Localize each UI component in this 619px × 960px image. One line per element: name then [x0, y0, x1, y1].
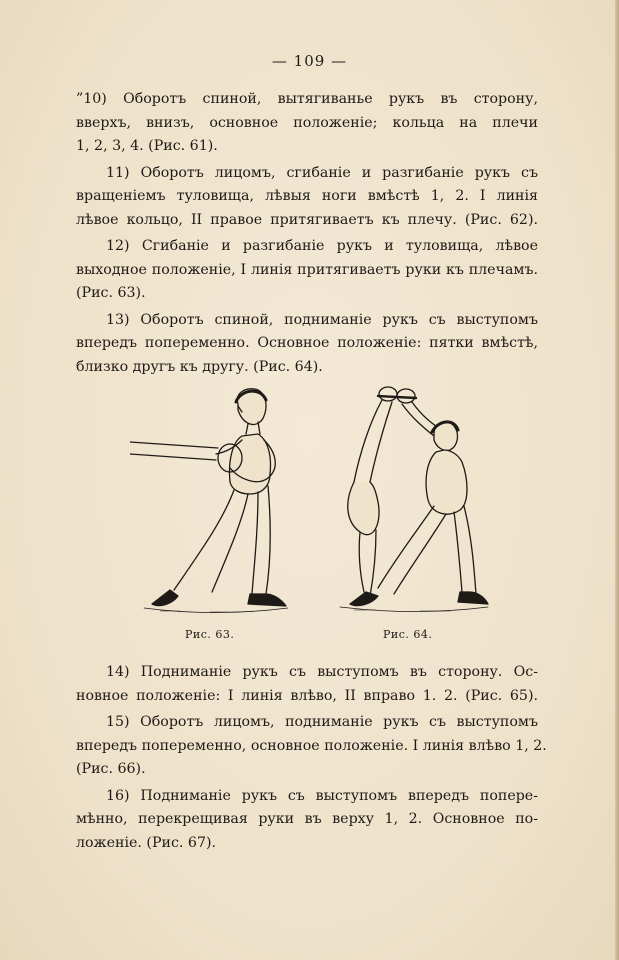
gymnast-ring-pull-illustration [130, 382, 290, 617]
text-line: 16) Подниманіе рукъ съ выступомъ впередъ попере- [106, 787, 538, 804]
text-line: лѣвое кольцо, II правое притягиваетъ къ плечу. (Рис. 62). [76, 211, 538, 228]
text-line: 12) Сгибаніе и разгибаніе рукъ и туловища, лѣвое [106, 238, 538, 254]
paragraph-11 [76, 162, 538, 233]
text-line: мѣнно, перекрещивая руки въ верху 1, 2. Основное по- [76, 811, 538, 827]
paragraph-12 [76, 235, 538, 306]
text-line: 14) Подниманіе рукъ съ выступомъ въ сторону. Ос- [106, 664, 538, 680]
page-edge [615, 0, 619, 960]
text-line: вверхъ, внизъ, основное положеніе; кольца на плечи [76, 114, 538, 131]
text-line: 13) Оборотъ спиной, подниманіе рукъ съ выступомъ [106, 311, 538, 328]
text-line: (Рис. 66). [76, 761, 146, 777]
figure-63-illustration [130, 382, 290, 617]
text-block-top [76, 88, 538, 379]
text-line: 1, 2, 3, 4. (Рис. 61). [76, 138, 218, 154]
text-line: близко другъ къ другу. (Рис. 64). [76, 358, 323, 375]
text-line: 15) Оборотъ лицомъ, подниманіе рукъ съ выступомъ [106, 714, 538, 730]
gymnast-overhead-rings-illustration [330, 382, 490, 617]
text-block-bottom [76, 661, 547, 855]
page-number: — 109 — [271, 52, 348, 70]
text-line: впередъ попеременно. Основное положеніе: пятки вмѣстѣ, [76, 335, 538, 351]
text-line: ”10) Оборотъ спиной, вытягиванье рукъ въ сторону, [76, 91, 538, 107]
text-line: впередъ попеременно, основное положеніе. I линія влѣво 1, 2. [76, 737, 547, 754]
text-line: новное положеніе: I линія влѣво, II вправо 1. 2. (Рис. 65). [76, 687, 538, 704]
paragraph-13 [76, 309, 538, 380]
text-line: 11) Оборотъ лицомъ, сгибаніе и разгибаніе рукъ съ [106, 164, 538, 181]
paragraph-14 [76, 661, 538, 708]
paragraph-15 [76, 711, 547, 782]
paragraph-10 [76, 88, 538, 159]
text-line: выходное положеніе, I линія притягиваетъ руки къ плечамъ. [76, 261, 538, 278]
figure-64-illustration [330, 382, 490, 617]
text-line: ложеніе. (Рис. 67). [76, 834, 217, 851]
text-line: вращеніемъ туловища, лѣвыя ноги вмѣстѣ 1, 2. I линія [76, 188, 538, 204]
figure-64-caption: Рис. 64. [383, 628, 433, 641]
text-line: (Рис. 63). [76, 285, 146, 301]
figure-63-caption: Рис. 63. [185, 628, 235, 641]
paragraph-16 [76, 785, 538, 856]
